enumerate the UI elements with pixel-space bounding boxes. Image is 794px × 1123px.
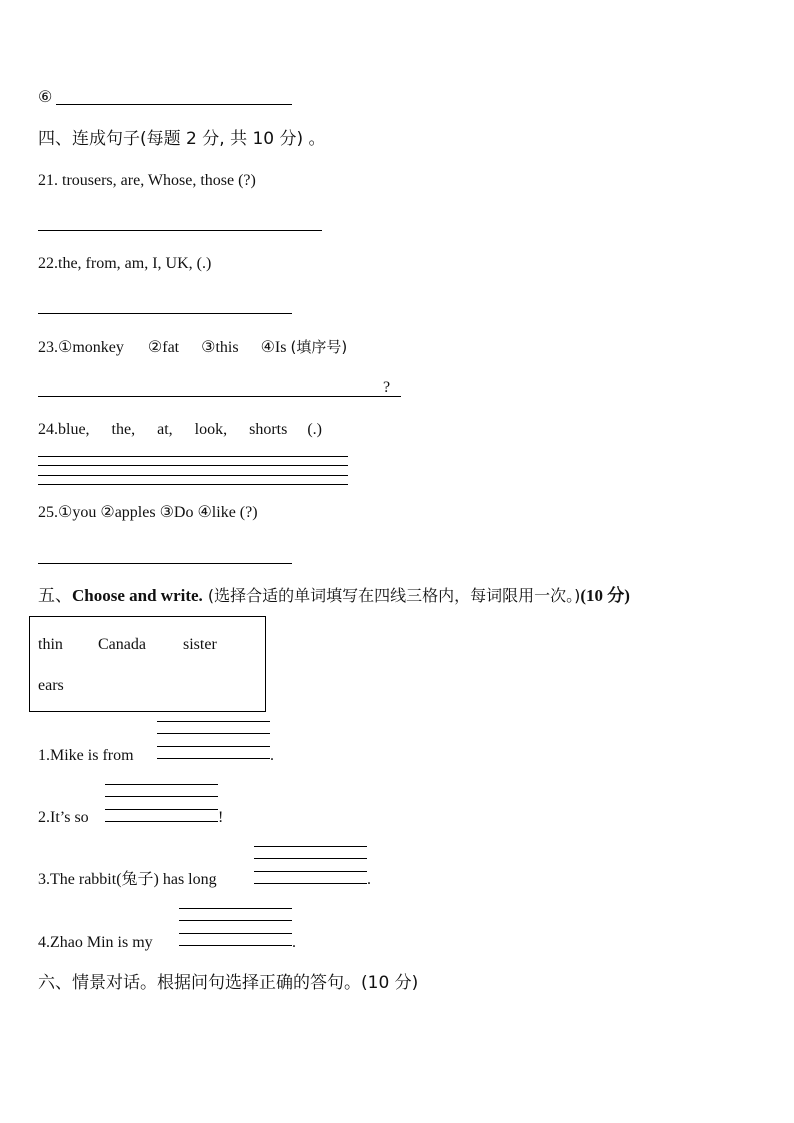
- fill-item-4-four-line-grid[interactable]: [179, 908, 292, 948]
- q22-text: 22.the, from, am, I, UK, (.): [38, 255, 212, 272]
- section-5-score: (10 分): [580, 586, 630, 605]
- fill-item-3-text: 3.The rabbit(兔子) has long: [38, 871, 217, 888]
- fill-item-3-punct: .: [367, 871, 371, 888]
- section-5-title: [38, 585, 630, 607]
- fill-item-2-text: 2.It’s so: [38, 809, 89, 826]
- q25-text: 25.①you ②apples ③Do ④like (?): [38, 504, 258, 521]
- fill-item-2-four-line-grid[interactable]: [105, 784, 218, 824]
- fill-item-3-four-line-grid[interactable]: [254, 846, 367, 886]
- fill-item-4-text: 4.Zhao Min is my: [38, 934, 153, 951]
- q24-word-5: shorts: [249, 421, 288, 438]
- q24-num: 24.: [38, 421, 58, 438]
- fill-item-1-four-line-grid[interactable]: [157, 721, 270, 761]
- q24-four-line-grid[interactable]: [38, 456, 348, 486]
- q24-word-1: blue,: [58, 421, 90, 438]
- q21-text: 21. trousers, are, Whose, those (?): [38, 172, 256, 189]
- q24-word-6: (.): [307, 421, 322, 438]
- section-5-en-title: Choose and write.: [72, 586, 203, 605]
- word-bank-word: Canada: [98, 636, 146, 653]
- section-6-title: 六、情景对话。根据问句选择正确的答句。(10 分): [38, 973, 419, 993]
- section-5-cn-instruction: (选择合适的单词填写在四线三格内，每词限用一次。): [202, 586, 581, 605]
- q24-text: [38, 420, 322, 440]
- q23-answer-line[interactable]: [38, 396, 401, 397]
- word-bank-word: sister: [183, 636, 217, 653]
- fill-item-1-text: 1.Mike is from: [38, 747, 134, 764]
- q24-word-2: the,: [111, 421, 136, 438]
- word-bank-box: [29, 616, 266, 712]
- q6-answer-line[interactable]: [56, 104, 292, 105]
- q21-answer-line[interactable]: [38, 230, 322, 231]
- q6-marker: ⑥: [38, 89, 53, 106]
- section-4-title: 四、连成句子(每题 2 分, 共 10 分) 。: [38, 129, 326, 149]
- q23-note: (填序号): [290, 338, 348, 356]
- q23-word-3: ③this: [201, 339, 239, 356]
- q23-num: 23.: [38, 339, 58, 356]
- q23-question-mark: ?: [383, 379, 391, 396]
- section-5-cn-prefix: 五、: [38, 586, 72, 606]
- q23-text: [38, 337, 347, 358]
- q23-word-1: ①monkey: [58, 339, 124, 356]
- fill-item-2-punct: !: [218, 809, 224, 826]
- word-bank-word: ears: [38, 677, 64, 694]
- q25-answer-line[interactable]: [38, 563, 292, 564]
- q22-answer-line[interactable]: [38, 313, 292, 314]
- q24-word-3: at,: [157, 421, 173, 438]
- q23-word-2: ②fat: [147, 339, 180, 356]
- fill-item-1-punct: .: [270, 747, 274, 764]
- q24-word-4: look,: [194, 421, 228, 438]
- fill-item-4-punct: .: [292, 934, 296, 951]
- q23-word-4: ④Is: [260, 339, 287, 356]
- word-bank-word: thin: [38, 636, 63, 653]
